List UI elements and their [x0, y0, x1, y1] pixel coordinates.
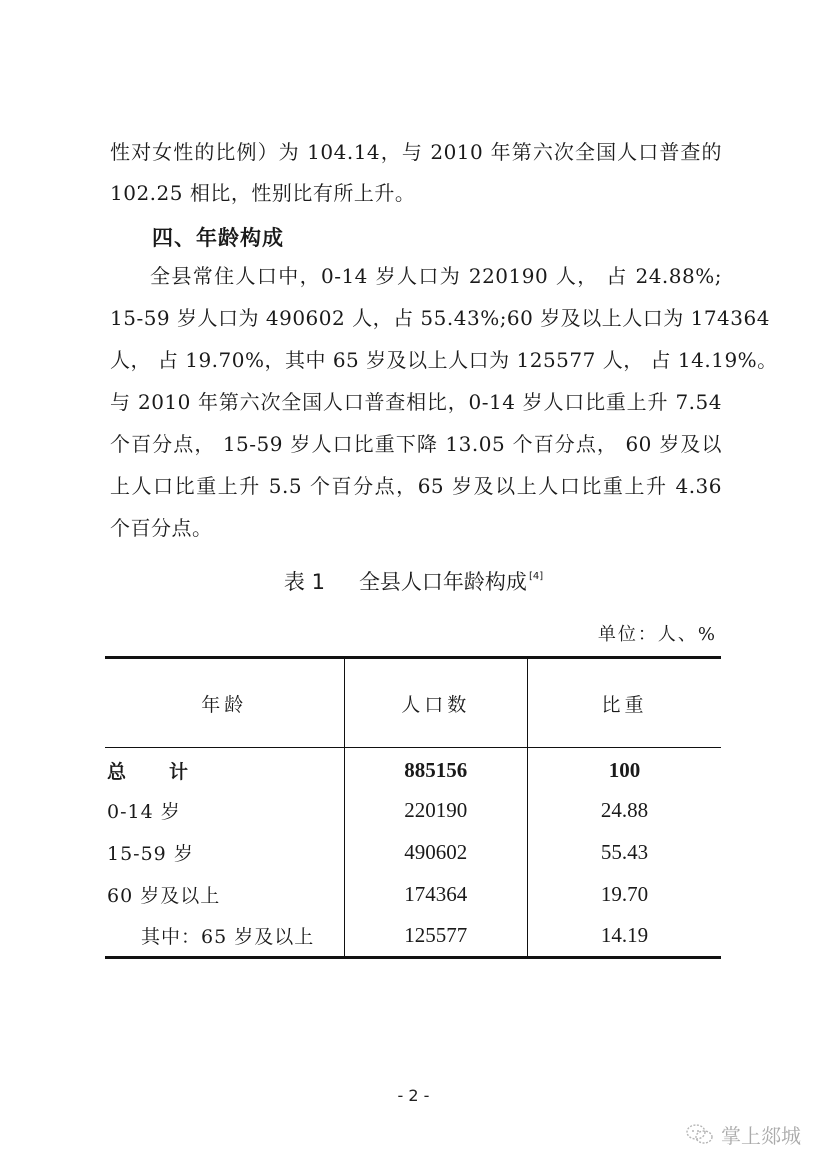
paragraph-line: 上人口比重上升 5.5 个百分点，65 岁及以上人口比重上升 4.36 [110, 474, 722, 498]
share-cell: 24.88 [527, 790, 721, 832]
population-cell: 885156 [344, 748, 527, 790]
paragraph-line: 个百分点。 [110, 516, 213, 540]
table-row [105, 790, 721, 832]
table-number: 表 1 [283, 570, 325, 594]
total-label-part: 计 [169, 761, 190, 784]
table-row-total [105, 748, 721, 790]
header-age: 年龄 [105, 658, 344, 748]
paragraph-line: 人， 占 19.70%，其中 65 岁及以上人口为 125577 人， 占 14.19%。 [110, 348, 778, 372]
share-cell: 19.70 [527, 874, 721, 916]
table-title-text: 全县人口年龄构成 [358, 570, 527, 594]
paragraph-line: 与 2010 年第六次全国人口普查相比，0-14 岁人口比重上升 7.54 [110, 390, 722, 414]
unit-note: 单位：人、% [597, 624, 717, 645]
footnote-reference[interactable]: [4] [528, 571, 544, 582]
watermark-text: 掌上郯城 [721, 1124, 801, 1148]
row-label: 60 岁及以上 [107, 885, 221, 907]
paragraph-line: 全县常住人口中，0-14 岁人口为 220190 人， 占 24.88%; [150, 264, 722, 288]
header-share: 比重 [527, 658, 721, 748]
paragraph-line: 102.25 相比，性别比有所上升。 [110, 181, 416, 205]
row-label [105, 748, 344, 790]
table-title [0, 566, 827, 596]
population-cell: 490602 [344, 832, 527, 874]
table-header-row [105, 658, 721, 748]
population-cell: 220190 [344, 790, 527, 832]
share-cell: 100 [527, 748, 721, 790]
table-row [105, 916, 721, 958]
wechat-icon [685, 1123, 715, 1147]
table-row [105, 874, 721, 916]
paragraph-line: 15-59 岁人口为 490602 人，占 55.43%;60 岁及以上人口为 174364 [110, 306, 770, 330]
total-label-part: 总 [107, 761, 128, 784]
watermark [685, 1120, 801, 1149]
header-population: 人口数 [344, 658, 527, 748]
row-label: 其中：65 岁及以上 [105, 916, 344, 958]
population-cell: 174364 [344, 874, 527, 916]
section-heading: 四、年龄构成 [152, 226, 284, 250]
row-label: 0-14 岁 [107, 801, 181, 823]
share-cell: 14.19 [527, 916, 721, 958]
paragraph-line: 性对女性的比例）为 104.14，与 2010 年第六次全国人口普查的 [110, 140, 722, 164]
paragraph-line: 个百分点， 15-59 岁人口比重下降 13.05 个百分点， 60 岁及以 [110, 432, 722, 456]
age-composition-table [105, 656, 721, 959]
share-cell: 55.43 [527, 832, 721, 874]
page-number: - 2 - [397, 1086, 430, 1105]
row-label: 15-59 岁 [107, 843, 194, 865]
table-row [105, 832, 721, 874]
population-cell: 125577 [344, 916, 527, 958]
